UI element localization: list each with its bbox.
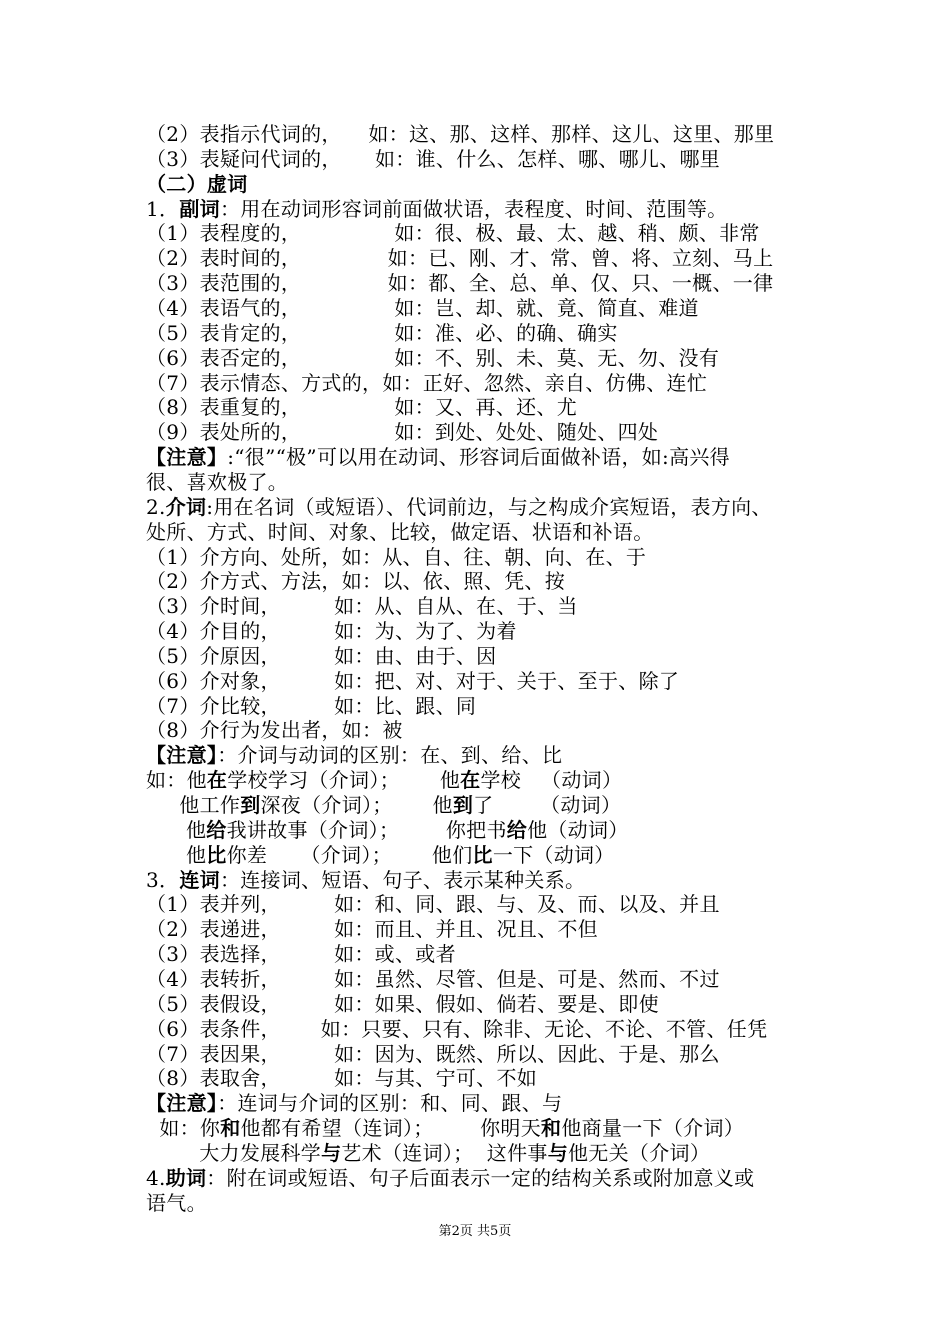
text-segment: 如：他 — [146, 768, 207, 793]
text-segment: 他商量一下（介词） — [561, 1116, 745, 1140]
text-line — [146, 470, 288, 495]
text-segment: （1）表程度的， 如：很、极、最、太、越、稍、颇、非常 — [146, 221, 760, 246]
text-segment: （7）介比较， 如：比、跟、同 — [146, 693, 477, 718]
text-segment: 学校学习（介词）； 他 — [227, 768, 461, 793]
text-segment: （8）介行为发出者，如：被 — [146, 718, 403, 743]
bold-text: 【注意】 — [146, 743, 218, 768]
bold-text: 比 — [206, 842, 227, 867]
text-line — [146, 892, 720, 917]
text-segment: 他工作 — [146, 793, 241, 817]
bold-text: 与 — [321, 1140, 342, 1165]
text-segment: 我讲故事（介词）； 你把书 — [226, 817, 507, 842]
text-line — [146, 818, 629, 843]
text-line — [146, 1116, 744, 1141]
bold-text: 给 — [506, 817, 528, 842]
text-line — [146, 868, 585, 893]
text-segment: ：介词与动词的区别：在、到、给、比 — [217, 743, 563, 768]
bold-text: 在 — [460, 768, 481, 793]
bold-text: 比 — [472, 842, 493, 867]
text-line — [146, 197, 727, 222]
text-segment: 2. — [146, 494, 166, 519]
text-segment: 4. — [146, 1165, 166, 1190]
bold-text: 到 — [240, 793, 261, 817]
text-segment: （3）表疑问代词的， 如：谁、什么、怎样、哪、哪儿、哪里 — [146, 146, 721, 171]
bold-text: 【注意】 — [146, 445, 228, 470]
text-segment: （6）表否定的， 如：不、别、未、莫、无、勿、没有 — [146, 345, 720, 370]
text-line — [146, 669, 679, 694]
text-segment: 语气。 — [146, 1190, 207, 1215]
text-segment: （5）表假设， 如：如果、假如、倘若、要是、即使 — [146, 991, 659, 1016]
text-segment: 如：你 — [146, 1116, 221, 1140]
text-segment: （9）表处所的， 如：到处、处处、随处、四处 — [146, 420, 659, 445]
text-segment: （8）表重复的， 如：又、再、还、尤 — [146, 395, 578, 420]
text-segment: 他 — [146, 817, 207, 842]
text-segment: 大力发展科学 — [146, 1140, 322, 1165]
bold-text: 助词 — [165, 1165, 207, 1190]
text-line — [146, 1141, 710, 1166]
text-segment: 3． — [146, 867, 180, 892]
page-footer: 第2页 共5页 — [438, 1224, 512, 1239]
text-segment: （5）表肯定的， 如：准、必、的确、确实 — [146, 320, 618, 345]
bold-text: 在 — [206, 768, 228, 793]
text-segment: （4）表转折， 如：虽然、尽管、但是、可是、然而、不过 — [146, 966, 720, 991]
text-segment: （3）表选择， 如：或、或者 — [146, 942, 456, 967]
text-line — [146, 445, 730, 470]
text-segment: 深夜（介词）； 他 — [260, 793, 453, 817]
text-segment: :用在名词（或短语）、代词前边，与之构成介宾短语，表方向、 — [206, 494, 772, 519]
text-segment: ：连接词、短语、句子、表示某种关系。 — [219, 867, 586, 892]
text-segment: 1． — [146, 196, 180, 221]
text-segment: 艺术（连词）； 这件事 — [341, 1140, 548, 1165]
bold-text: 和 — [220, 1116, 241, 1140]
text-line — [146, 942, 456, 967]
text-segment: （6）介对象， 如：把、对、对于、关于、至于、除了 — [146, 668, 680, 693]
text-line — [146, 694, 476, 719]
text-line — [146, 992, 659, 1017]
text-line — [146, 594, 578, 619]
text-segment: ：附在词或短语、句子后面表示一定的结构关系或附加意义或 — [206, 1165, 755, 1190]
text-line — [146, 619, 517, 644]
text-segment: 了 （动词） — [473, 793, 622, 817]
text-segment: （4）介目的， 如：为、为了、为着 — [146, 619, 517, 643]
text-line — [146, 545, 646, 570]
bold-text: 【注意】 — [146, 1091, 218, 1116]
text-line — [146, 793, 621, 818]
text-line — [146, 147, 720, 172]
text-segment: ：用在动词形容词前面做状语，表程度、时间、范围等。 — [219, 196, 728, 221]
text-line — [146, 743, 562, 768]
text-segment: （6）表条件， 如：只要、只有、除非、无论、不论、不管、任凭 — [146, 1016, 768, 1041]
text-line — [146, 917, 598, 942]
text-segment: （2）表时间的， 如：已、刚、才、常、曾、将、立刻、马上 — [146, 246, 774, 271]
bold-text: 副词 — [179, 196, 220, 221]
bold-text: 与 — [547, 1140, 569, 1165]
text-segment: :“很”“极”可以用在动词、形容词后面做补语，如:高兴得 — [227, 445, 730, 470]
text-segment: （2）表指示代词的， 如：这、那、这样、那样、这儿、这里、那里 — [146, 122, 775, 146]
text-segment: （1）表并列， 如：和、同、跟、与、及、而、以及、并且 — [146, 892, 720, 917]
text-line — [146, 246, 773, 271]
text-segment: 他无关（介词） — [568, 1140, 711, 1165]
text-line — [146, 420, 658, 445]
text-segment: 他（动词） — [527, 817, 629, 842]
text-line — [146, 1017, 767, 1042]
text-segment: 处所、方式、时间、对象、比较，做定语、状语和补语。 — [146, 519, 654, 544]
text-segment: 他 — [146, 842, 207, 867]
text-segment: 一下（动词） — [492, 842, 615, 867]
text-line — [146, 122, 774, 147]
text-segment: 他都有希望（连词）； 你明天 — [240, 1116, 542, 1140]
text-segment: （5）介原因， 如：由、由于、因 — [146, 643, 497, 668]
text-segment: 学校 （动词） — [480, 768, 623, 793]
text-line — [146, 495, 772, 520]
text-line — [146, 1066, 537, 1091]
bold-text: 介词 — [165, 494, 207, 519]
text-segment: （3）介时间， 如：从、自从、在、于、当 — [146, 594, 578, 619]
bold-text: （二）虚词 — [146, 171, 248, 196]
bold-text: 到 — [452, 793, 474, 817]
text-line — [146, 172, 248, 197]
text-line — [146, 569, 565, 594]
text-line — [146, 346, 719, 371]
text-segment: （3）表范围的， 如：都、全、总、单、仅、只、一概、一律 — [146, 271, 774, 296]
text-line — [146, 321, 618, 346]
text-line — [146, 843, 615, 868]
text-segment: （8）表取舍， 如：与其、宁可、不如 — [146, 1066, 538, 1091]
text-line — [146, 395, 577, 420]
text-segment: ：连词与介词的区别：和、同、跟、与 — [217, 1091, 563, 1116]
bold-text: 连词 — [179, 867, 220, 892]
bold-text: 给 — [206, 817, 227, 842]
text-line — [146, 271, 773, 296]
text-line — [146, 1166, 754, 1191]
text-line — [146, 1091, 562, 1116]
text-segment: （7）表因果， 如：因为、既然、所以、因此、于是、那么 — [146, 1041, 720, 1066]
text-line — [146, 1191, 207, 1216]
text-segment: （4）表语气的， 如：岂、却、就、竟、简直、难道 — [146, 296, 699, 320]
text-segment: （2）表递进， 如：而且、并且、况且、不但 — [146, 917, 598, 942]
text-segment: （1）介方向、处所，如：从、自、往、朝、向、在、于 — [146, 544, 647, 569]
text-segment: （7）表示情态、方式的，如：正好、忽然、亲自、仿佛、连忙 — [146, 370, 708, 395]
text-line — [146, 768, 622, 793]
text-line — [146, 1042, 720, 1067]
bold-text: 和 — [541, 1116, 562, 1140]
text-line — [146, 520, 654, 545]
text-segment: （2）介方式、方法，如：以、依、照、凭、按 — [146, 569, 566, 594]
text-line — [146, 221, 760, 246]
text-segment: 你差 （介词）； 他们 — [226, 842, 473, 867]
text-line — [146, 296, 699, 321]
text-line — [146, 967, 720, 992]
text-line — [146, 644, 496, 669]
text-line — [146, 718, 403, 743]
text-line — [146, 371, 707, 396]
text-segment: 很、喜欢极了。 — [146, 469, 289, 494]
